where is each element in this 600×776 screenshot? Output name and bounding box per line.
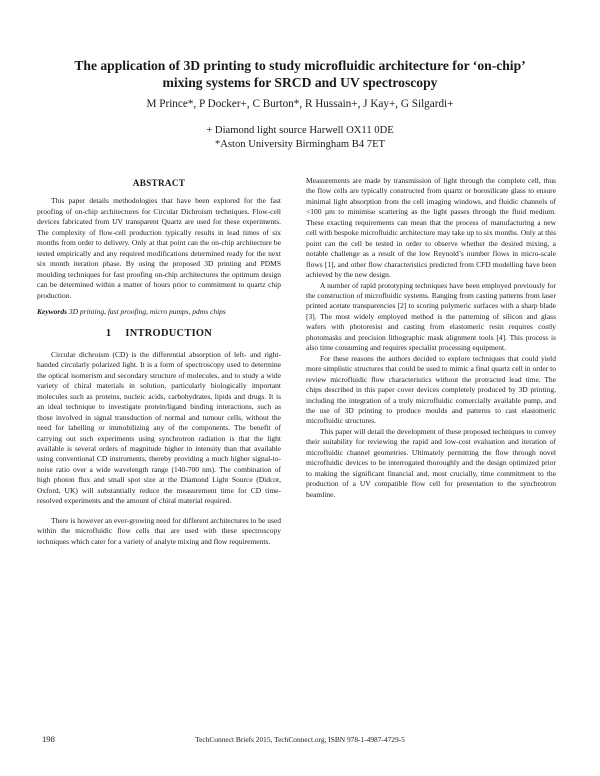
- intro-paragraph-1: Circular dichroism (CD) is the differential absorption of left- and right-handed circularly polarized light. It is a form of spectroscopy used to determine the optical isomerism and secondary structure of molecules, and to study a wide variety of chiral materials in solution, particularly biologically important molecules such as proteins, nucleic acids, carbohydrates, lipids and drugs. It is an ideal technique to investigate protein/ligand binding interactions, such as those involved in signal transduction of normal and tumour cells, without the need for labelling or immobilizing any of the components. The benefit of carrying out such experiments using synchrotron radiation is that the light available is several orders of magnitude higher in intensity than that available using conventional CD instruments, thereby providing a much higher signal-to-noise ratio over a wide wavelength range (140-700 nm). The combination of high photon flux and small spot size at the Diamond Light Source (Didcot, Oxford, UK) will substantially reduce the measurement time for CD time-resolved experiments and the amount of chiral material required.: [37, 349, 281, 506]
- affiliation-diamond: + Diamond light source Harwell OX11 0DE: [206, 125, 394, 136]
- left-column: [37, 178, 281, 547]
- paper-title: [40, 57, 560, 91]
- author-list: M Prince*, P Docker+, C Burton*, R Hussain+, J Kay+, G Silgardi+: [146, 98, 454, 110]
- intro-paragraph-2: There is however an ever-growing need for different architectures to be used within the microfluidic flow cells that are used with these spectroscopy techniques which cater for a variety of analyte mixing and flow requirements.: [37, 515, 281, 546]
- section-number: 1: [105, 328, 112, 340]
- affiliation-aston: *Aston University Birmingham B4 7ET: [214, 139, 386, 150]
- keywords-text: 3D printing, fast proofing, micro pumps, pdms chips: [68, 306, 226, 316]
- right-paragraph-3: For these reasons the authors decided to explore techniques that could yield more simplistic structures that could be used to mimic a final quartz cell in order to review microfluidic flow characteristics without the protracted lead time. The chips described in this paper cover devices completely produced by 3D printing, including the integration of a truly microfluidic comercially available pump, and the use of 3D printing to produce moulds and patterns to cast elastomeric microfluidic structures.: [306, 353, 556, 426]
- footer-citation: TechConnect Briefs 2015, TechConnect.org, ISBN 978-1-4987-4729-5: [195, 735, 405, 744]
- right-column: [306, 176, 556, 500]
- title-line-1: The application of 3D printing to study microfluidic architecture for ‘on-chip’: [74, 58, 526, 73]
- section-title: INTRODUCTION: [125, 328, 213, 340]
- page-number: 198: [42, 734, 55, 744]
- right-paragraph-1: Measurements are made by transmission of light through the complete cell, thus the flow cells are typically constructed from quartz or borosilicate glass to ensure minimal light absorption from the cell imaging windows, and fluidic channels of <100 µm to minimise scattering as the light passes through the fluid medium. These exacting requirements can mean that the process of manufacturing a new cell with bespoke microfluidic architecture may take up to six months. Only at this point can the cell be tested in order to observe whether the desired mixing, a notable challenge as a result of the low Reynold’s number flows in micro-scale flows [1], and other flow characteristics predicted from CFD modelling have been achieved by the new design.: [306, 176, 556, 280]
- keywords-label: Keywords: [37, 306, 67, 316]
- abstract-text: This paper details methodologies that have been explored for the fast proofing of on-chip architectures for Circular Dichroism techniques. Flow-cell devices fabricated from UV transparent Quartz are used for these experiments. The complexity of flow-cell production typically results in lead times of six months from order to delivery. Only at that point can the on-chip architecture be tested empirically and any required modifications determined ready for the next six month iteration phase. By using the proposed 3D printing and PDMS moulding techniques for fast proofing on-chip architectures the optimum design can be determined within a matter of hours prior to commitment to quartz chip production.: [37, 196, 281, 300]
- affiliations: [40, 124, 560, 152]
- abstract-heading: ABSTRACT: [132, 178, 186, 188]
- title-line-2: mixing systems for SRCD and UV spectroscopy: [162, 75, 438, 90]
- keywords: [37, 307, 281, 317]
- right-paragraph-4: This paper will detail the development of these proposed techniques to convey their suitability for reviewing the rapid and low-cost evaluation and iteration of microfluidic channel geometries. Ultimately permitting the flow through novel microfluidic devices to be interrogated thoroughly and the design optimized prior to making the significant financial and, most crucially, time commitment to the production of a UV compatible flow cell for presentation to the synchrotron beamline.: [306, 426, 556, 499]
- section-heading-introduction: [37, 329, 281, 339]
- right-paragraph-2: A number of rapid prototyping techniques have been employed previously for the construction of microfluidic systems. Ranging from casting patterns from laser printed acetate transparencies [2] to scoring polymeric surfaces with a sharp blade [3]. The most widely employed method is the patterning of silicon and glass wafers with photoresist and casting from elastomeric resin requires costly photomasks and precision lithographic mask alignment tools [4]. This process is also time consuming and requires specialist processing equipment.: [306, 280, 556, 353]
